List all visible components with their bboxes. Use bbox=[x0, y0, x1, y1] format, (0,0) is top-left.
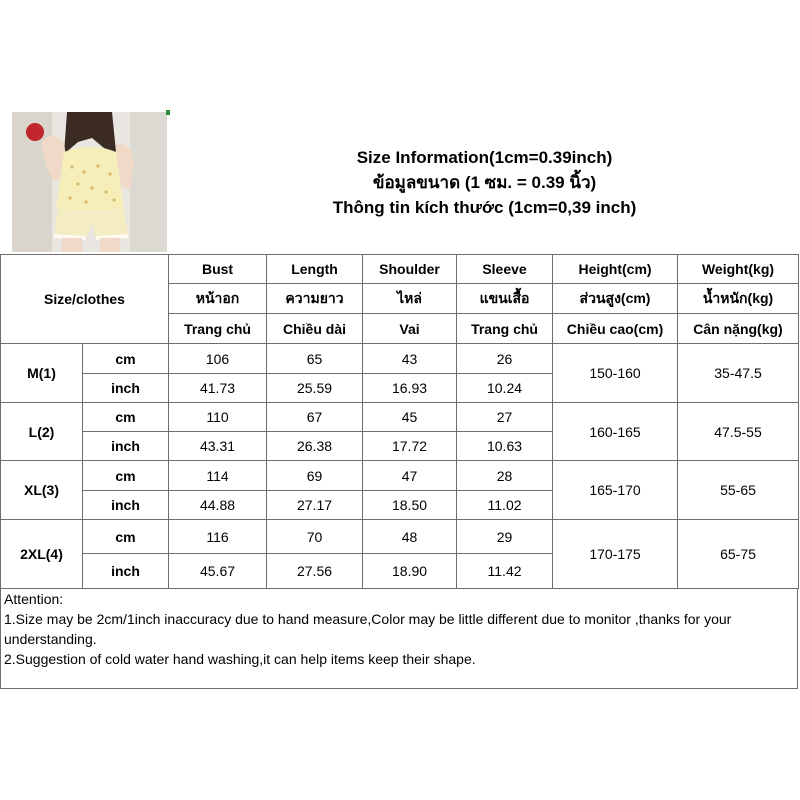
corner-marker bbox=[166, 110, 170, 115]
size-information-title bbox=[171, 112, 798, 252]
size-clothes-heading: Size/clothes bbox=[1, 255, 169, 344]
sleeve-value: 26 bbox=[457, 344, 553, 374]
col-length-vi: Chiều dài bbox=[267, 314, 363, 344]
col-height-th: ส่วนสูง(cm) bbox=[553, 284, 678, 314]
size-label: 2XL(4) bbox=[1, 520, 83, 589]
shoulder-value: 16.93 bbox=[363, 374, 457, 403]
length-value: 69 bbox=[267, 461, 363, 491]
sleeve-value: 11.42 bbox=[457, 554, 553, 589]
notes-title: Attention: bbox=[4, 591, 64, 607]
title-vietnamese: Thông tin kích thước (1cm=0,39 inch) bbox=[332, 197, 637, 217]
unit-label: inch bbox=[83, 374, 169, 403]
bust-value: 44.88 bbox=[169, 491, 267, 520]
sleeve-value: 29 bbox=[457, 520, 553, 554]
bust-value: 114 bbox=[169, 461, 267, 491]
length-value: 27.56 bbox=[267, 554, 363, 589]
col-shoulder-vi: Vai bbox=[363, 314, 457, 344]
size-label: M(1) bbox=[1, 344, 83, 403]
weight-value: 65-75 bbox=[678, 520, 799, 589]
unit-label: cm bbox=[83, 403, 169, 432]
col-length-en: Length bbox=[267, 255, 363, 284]
table-row bbox=[1, 344, 799, 374]
attention-notes bbox=[0, 588, 798, 689]
shoulder-value: 47 bbox=[363, 461, 457, 491]
length-value: 67 bbox=[267, 403, 363, 432]
weight-value: 55-65 bbox=[678, 461, 799, 520]
sleeve-value: 11.02 bbox=[457, 491, 553, 520]
bust-value: 116 bbox=[169, 520, 267, 554]
unit-label: cm bbox=[83, 461, 169, 491]
length-value: 70 bbox=[267, 520, 363, 554]
shoulder-value: 18.50 bbox=[363, 491, 457, 520]
size-table bbox=[0, 254, 799, 589]
bust-value: 110 bbox=[169, 403, 267, 432]
shoulder-value: 17.72 bbox=[363, 432, 457, 461]
sleeve-value: 10.63 bbox=[457, 432, 553, 461]
shoulder-value: 43 bbox=[363, 344, 457, 374]
sleeve-value: 10.24 bbox=[457, 374, 553, 403]
col-shoulder-en: Shoulder bbox=[363, 255, 457, 284]
col-shoulder-th: ไหล่ bbox=[363, 284, 457, 314]
length-value: 27.17 bbox=[267, 491, 363, 520]
table-row bbox=[1, 520, 799, 554]
sleeve-value: 27 bbox=[457, 403, 553, 432]
height-value: 150-160 bbox=[553, 344, 678, 403]
length-value: 26.38 bbox=[267, 432, 363, 461]
col-weight-vi: Cân nặng(kg) bbox=[678, 314, 799, 344]
length-value: 25.59 bbox=[267, 374, 363, 403]
bust-value: 106 bbox=[169, 344, 267, 374]
weight-value: 47.5-55 bbox=[678, 403, 799, 461]
notes-line-1: 1.Size may be 2cm/1inch inaccuracy due to hand measure,Color may be little different due to monitor ,thanks for your understanding. bbox=[4, 611, 732, 647]
col-bust-vi: Trang chủ bbox=[169, 314, 267, 344]
size-label: L(2) bbox=[1, 403, 83, 461]
unit-label: inch bbox=[83, 554, 169, 589]
table-row bbox=[1, 403, 799, 432]
bust-value: 43.31 bbox=[169, 432, 267, 461]
col-height-en: Height(cm) bbox=[553, 255, 678, 284]
table-row bbox=[1, 461, 799, 491]
unit-label: inch bbox=[83, 491, 169, 520]
title-english: Size Information(1cm=0.39inch) bbox=[356, 147, 613, 167]
col-bust-en: Bust bbox=[169, 255, 267, 284]
shoulder-value: 48 bbox=[363, 520, 457, 554]
shoulder-value: 45 bbox=[363, 403, 457, 432]
col-weight-en: Weight(kg) bbox=[678, 255, 799, 284]
height-value: 160-165 bbox=[553, 403, 678, 461]
height-value: 170-175 bbox=[553, 520, 678, 589]
model-photo-image bbox=[12, 112, 167, 252]
sleeve-value: 28 bbox=[457, 461, 553, 491]
col-sleeve-en: Sleeve bbox=[457, 255, 553, 284]
shoulder-value: 18.90 bbox=[363, 554, 457, 589]
title-thai: ข้อมูลขนาด (1 ซม. = 0.39 นิ้ว) bbox=[372, 172, 597, 192]
header-row-english bbox=[1, 255, 799, 284]
length-value: 65 bbox=[267, 344, 363, 374]
col-length-th: ความยาว bbox=[267, 284, 363, 314]
bust-value: 45.67 bbox=[169, 554, 267, 589]
unit-label: inch bbox=[83, 432, 169, 461]
notes-line-2: 2.Suggestion of cold water hand washing,it can help items keep their shape. bbox=[4, 651, 476, 667]
product-photo bbox=[12, 112, 167, 252]
height-value: 165-170 bbox=[553, 461, 678, 520]
bust-value: 41.73 bbox=[169, 374, 267, 403]
unit-label: cm bbox=[83, 520, 169, 554]
col-sleeve-vi: Trang chủ bbox=[457, 314, 553, 344]
unit-label: cm bbox=[83, 344, 169, 374]
col-bust-th: หน้าอก bbox=[169, 284, 267, 314]
col-weight-th: น้ำหนัก(kg) bbox=[678, 284, 799, 314]
col-height-vi: Chiều cao(cm) bbox=[553, 314, 678, 344]
col-sleeve-th: แขนเสื้อ bbox=[457, 284, 553, 314]
weight-value: 35-47.5 bbox=[678, 344, 799, 403]
size-label: XL(3) bbox=[1, 461, 83, 520]
